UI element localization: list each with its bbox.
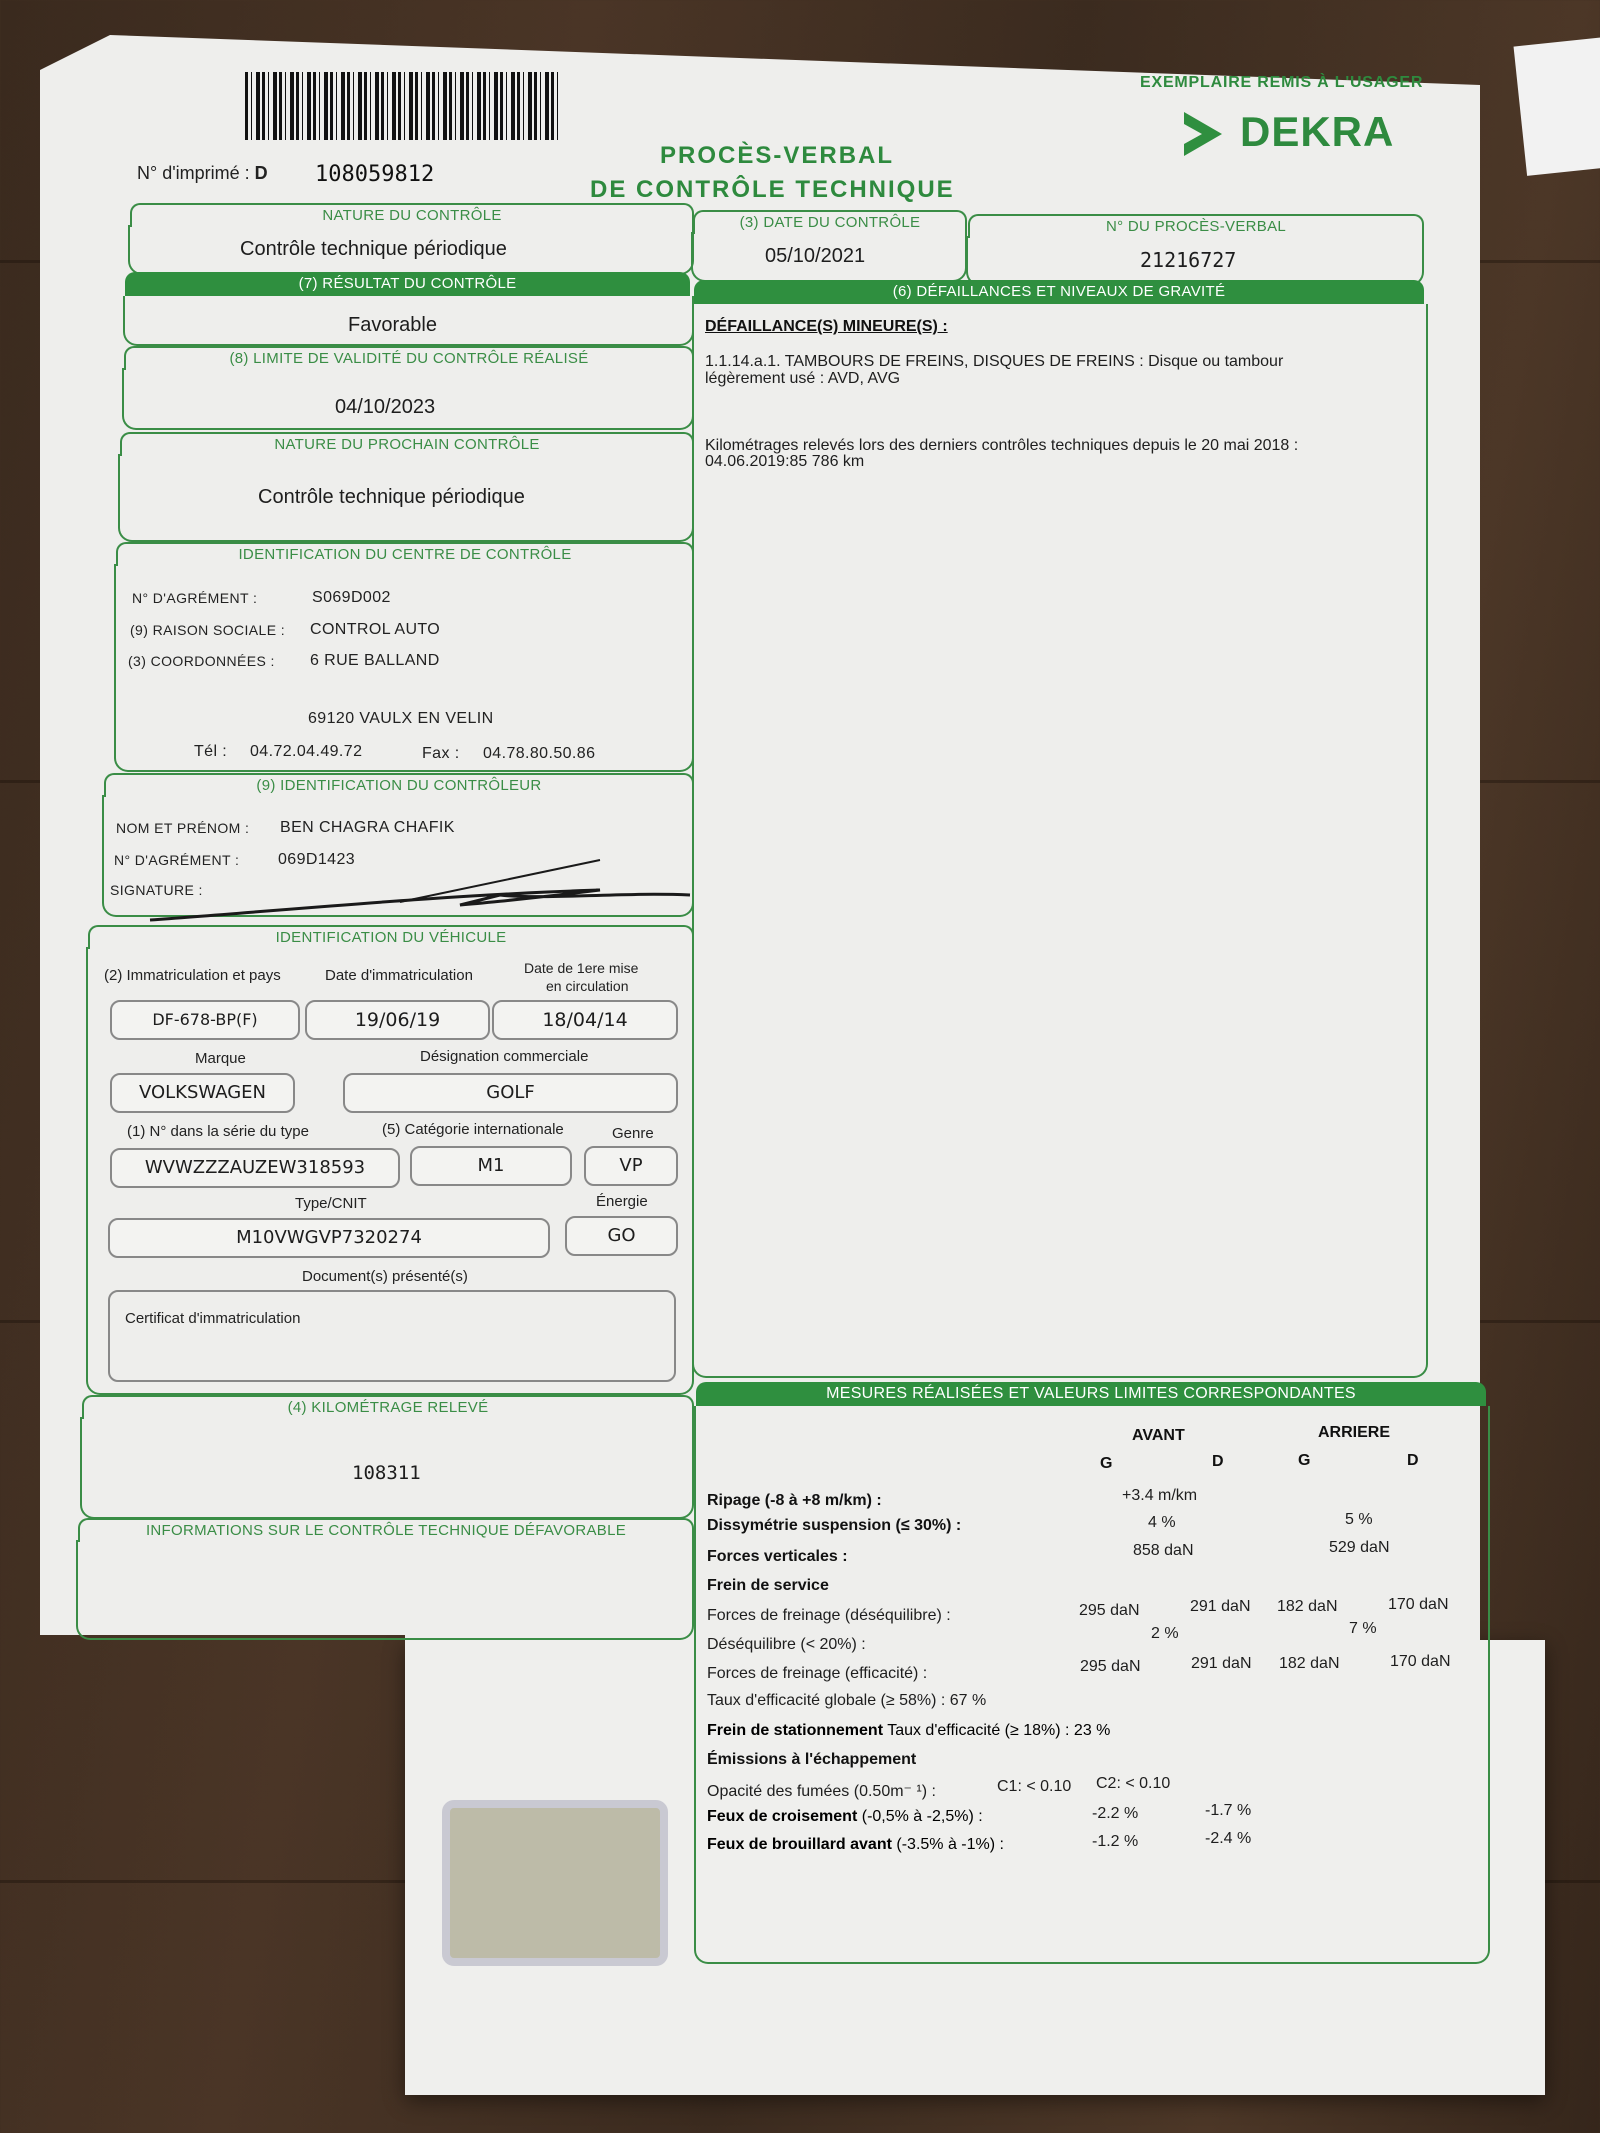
vehicle-header: IDENTIFICATION DU VÉHICULE	[88, 925, 694, 949]
ff-deseq-label: Forces de freinage (déséquilibre) :	[707, 1607, 951, 1624]
date-immat-value: 19/06/19	[305, 1000, 490, 1040]
dissymetrie-arriere: 5 %	[1345, 1511, 1373, 1528]
printed-number: 108059812	[315, 162, 435, 187]
defects-header: (6) DÉFAILLANCES ET NIVEAUX DE GRAVITÉ	[694, 280, 1424, 304]
frein-service-label: Frein de service	[707, 1577, 829, 1594]
taux-efficacite: Taux d'efficacité globale (≥ 58%) : 67 %	[707, 1692, 987, 1709]
defect-item-line1: 1.1.14.a.1. TAMBOURS DE FREINS, DISQUES DE FREINS : Disque ou tambour	[705, 353, 1284, 370]
control-date: 05/10/2021	[765, 245, 866, 267]
type-label: Type/CNIT	[295, 1195, 367, 1212]
result-value: Favorable	[348, 314, 437, 336]
centre-agrement: S069D002	[312, 589, 391, 606]
avant-g: G	[1100, 1455, 1113, 1472]
brouillard-range: (-3.5% à -1%) :	[896, 1836, 1004, 1853]
ff2-arriere-d: 170 daN	[1390, 1653, 1451, 1670]
avant-d: D	[1212, 1453, 1224, 1470]
categorie-value: M1	[410, 1146, 572, 1186]
dekra-brand: DEKRA	[1240, 108, 1395, 155]
barcode	[245, 72, 560, 140]
centre-raison-label: (9) RAISON SOCIALE :	[130, 622, 286, 638]
stationnement-label: Frein de stationnement	[707, 1722, 884, 1739]
stationnement-line	[707, 1722, 1110, 1740]
next-control-header: NATURE DU PROCHAIN CONTRÔLE	[120, 432, 694, 456]
avant-header: AVANT	[1132, 1427, 1185, 1444]
signature-image	[140, 850, 700, 930]
ff1-arriere-d: 170 daN	[1388, 1596, 1449, 1613]
ff1-avant-d: 291 daN	[1190, 1598, 1251, 1615]
printed-number-label: N° d'imprimé : D	[137, 163, 268, 183]
croisement-line	[707, 1808, 983, 1826]
desequilibre-avant: 2 %	[1151, 1625, 1179, 1642]
brouillard-g: -1.2 %	[1092, 1833, 1139, 1850]
immat-label: (2) Immatriculation et pays	[104, 967, 281, 984]
controller-header: (9) IDENTIFICATION DU CONTRÔLEUR	[104, 773, 694, 797]
minor-defects-title: DÉFAILLANCE(S) MINEURE(S) :	[705, 318, 948, 335]
ff1-arriere-g: 182 daN	[1277, 1598, 1338, 1615]
desequilibre-label: Déséquilibre (< 20%) :	[707, 1636, 866, 1653]
hologram-sticker	[442, 1800, 668, 1966]
croisement-label: Feux de croisement	[707, 1808, 858, 1825]
measures-header: MESURES RÉALISÉES ET VALEURS LIMITES CORRESPONDANTES	[696, 1382, 1486, 1406]
centre-fax: 04.78.80.50.86	[483, 745, 596, 762]
immat-value: DF-678-BP(F)	[110, 1000, 300, 1040]
defect-item-line2: légèrement usé : AVD, AVG	[705, 370, 901, 387]
controller-name: BEN CHAGRA CHAFIK	[280, 819, 455, 836]
controller-agrement: 069D1423	[278, 851, 356, 868]
emissions-label: Émissions à l'échappement	[707, 1751, 917, 1768]
nature-header: NATURE DU CONTRÔLE	[130, 203, 694, 227]
dissymetrie-avant: 4 %	[1148, 1514, 1176, 1531]
opacite-label: Opacité des fumées (0.50m⁻ ¹) :	[707, 1783, 936, 1800]
copy-note: EXEMPLAIRE REMIS À L'USAGER	[1140, 74, 1424, 91]
croisement-g: -2.2 %	[1092, 1805, 1139, 1822]
forces-verticales-label: Forces verticales :	[707, 1548, 848, 1565]
pv-number-header: N° DU PROCÈS-VERBAL	[968, 214, 1424, 238]
validity-header: (8) LIMITE DE VALIDITÉ DU CONTRÔLE RÉALISÉ	[124, 346, 694, 370]
result-header: (7) RÉSULTAT DU CONTRÔLE	[125, 272, 690, 296]
ff1-avant-g: 295 daN	[1079, 1602, 1140, 1619]
energie-value: GO	[565, 1216, 678, 1256]
measures-box	[694, 1406, 1490, 1964]
centre-coord-label: (3) COORDONNÉES :	[128, 653, 275, 669]
date-immat-label: Date d'immatriculation	[325, 967, 473, 984]
centre-header: IDENTIFICATION DU CENTRE DE CONTRÔLE	[116, 542, 694, 566]
genre-label: Genre	[612, 1125, 654, 1142]
designation-label: Désignation commerciale	[420, 1048, 589, 1065]
next-control-value: Contrôle technique périodique	[258, 486, 525, 508]
background-paper-corner	[1514, 34, 1600, 176]
mileage-value: 108311	[352, 1462, 421, 1484]
brouillard-d: -2.4 %	[1205, 1830, 1252, 1847]
validity-value: 04/10/2023	[335, 396, 436, 418]
first-circ-label2: en circulation	[546, 978, 629, 994]
date-header: (3) DATE DU CONTRÔLE	[693, 210, 967, 234]
brouillard-line	[707, 1836, 1004, 1854]
centre-fax-label: Fax :	[422, 745, 460, 762]
centre-address1: 6 RUE BALLAND	[310, 652, 440, 669]
genre-value: VP	[584, 1146, 678, 1186]
marque-label: Marque	[195, 1050, 246, 1067]
categorie-label: (5) Catégorie internationale	[382, 1121, 564, 1138]
controller-name-label: NOM ET PRÉNOM :	[116, 820, 250, 836]
docs-value: Certificat d'immatriculation	[125, 1310, 301, 1327]
unfavorable-box	[76, 1540, 694, 1640]
centre-raison: CONTROL AUTO	[310, 621, 441, 638]
km-history-line2: 04.06.2019:85 786 km	[705, 453, 865, 470]
first-circ-value: 18/04/14	[492, 1000, 678, 1040]
energie-label: Énergie	[596, 1193, 648, 1210]
ff2-avant-g: 295 daN	[1080, 1658, 1141, 1675]
mileage-header: (4) KILOMÉTRAGE RELEVÉ	[82, 1395, 694, 1419]
arriere-header: ARRIERE	[1318, 1424, 1391, 1441]
desequilibre-arriere: 7 %	[1349, 1620, 1377, 1637]
dekra-logo-icon	[1180, 108, 1226, 160]
unfavorable-header: INFORMATIONS SUR LE CONTRÔLE TECHNIQUE DÉFAVORABLE	[78, 1518, 694, 1542]
arriere-g: G	[1298, 1452, 1311, 1469]
croisement-range: (-0,5% à -2,5%) :	[861, 1808, 983, 1825]
forces-verticales-avant: 858 daN	[1133, 1542, 1194, 1559]
brouillard-label: Feux de brouillard avant	[707, 1836, 892, 1853]
centre-tel-label: Tél :	[194, 743, 228, 760]
type-value: M10VWGVP7320274	[108, 1218, 550, 1258]
controller-agrement-label: N° D'AGRÉMENT :	[114, 852, 240, 868]
designation-value: GOLF	[343, 1073, 678, 1113]
arriere-d: D	[1407, 1452, 1419, 1469]
km-history-line1: Kilométrages relevés lors des derniers contrôles techniques depuis le 20 mai 2018 :	[705, 437, 1299, 454]
first-circ-label1: Date de 1ere mise	[524, 960, 639, 976]
centre-tel: 04.72.04.49.72	[250, 743, 363, 760]
ff2-avant-d: 291 daN	[1191, 1655, 1252, 1672]
docs-label: Document(s) présenté(s)	[302, 1268, 468, 1285]
ff-efficacite-label: Forces de freinage (efficacité) :	[707, 1665, 928, 1682]
marque-value: VOLKSWAGEN	[110, 1073, 295, 1113]
pv-number: 21216727	[1140, 248, 1237, 272]
report-title-line2: DE CONTRÔLE TECHNIQUE	[590, 176, 955, 203]
opacite-c2: C2: < 0.10	[1096, 1775, 1171, 1792]
opacite-c1: C1: < 0.10	[997, 1778, 1072, 1795]
ripage-label: Ripage (-8 à +8 m/km) :	[707, 1492, 882, 1509]
serie-label: (1) N° dans la série du type	[127, 1123, 309, 1140]
ripage-value: +3.4 m/km	[1122, 1487, 1198, 1504]
centre-agrement-label: N° D'AGRÉMENT :	[132, 590, 258, 606]
docs-box	[108, 1290, 676, 1382]
serie-value: WVWZZZAUZEW318593	[110, 1148, 400, 1188]
ff2-arriere-g: 182 daN	[1279, 1655, 1340, 1672]
report-title-line1: PROCÈS-VERBAL	[660, 142, 895, 169]
stationnement-value: Taux d'efficacité (≥ 18%) : 23 %	[887, 1722, 1111, 1739]
forces-verticales-arriere: 529 daN	[1329, 1539, 1390, 1556]
croisement-d: -1.7 %	[1205, 1802, 1252, 1819]
dissymetrie-label: Dissymétrie suspension (≤ 30%) :	[707, 1517, 962, 1534]
centre-address2: 69120 VAULX EN VELIN	[308, 710, 494, 727]
signature-label: SIGNATURE :	[110, 882, 203, 898]
nature-value: Contrôle technique périodique	[240, 238, 507, 260]
